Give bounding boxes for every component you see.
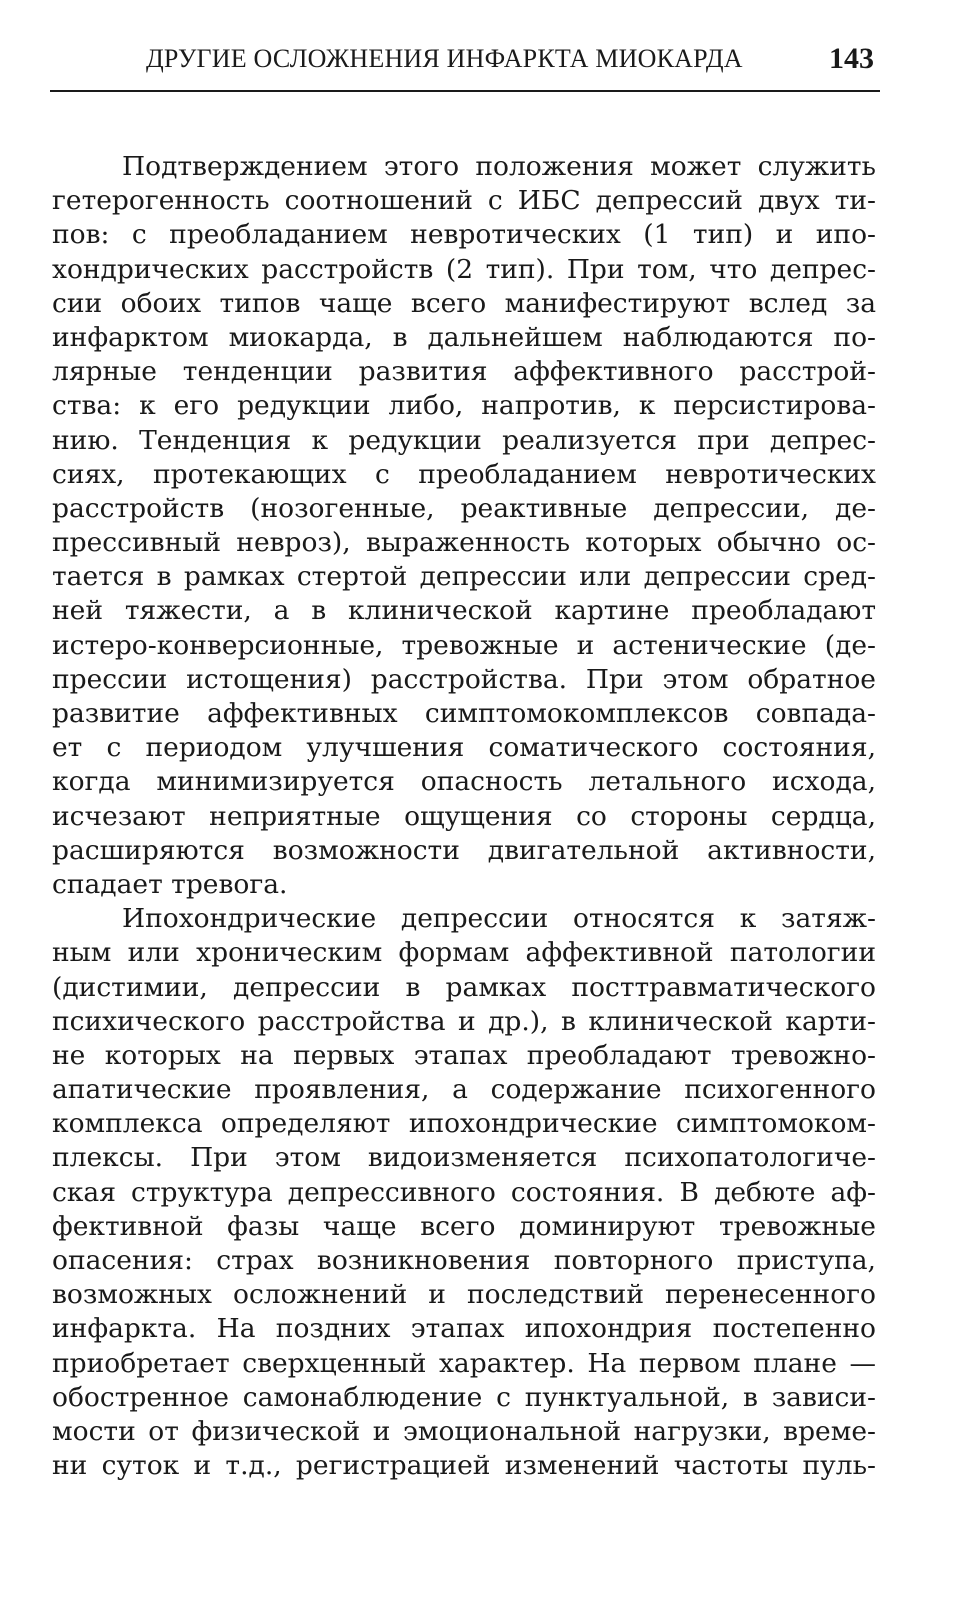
text-line: ства: к его редукции либо, напротив, к персистирова-	[52, 390, 876, 422]
text-line: не которых на первых этапах преобладают тревожно-	[52, 1039, 876, 1071]
running-header	[50, 40, 880, 92]
text-line: психического расстройства и др.), в клинической карти-	[52, 1005, 876, 1037]
text-line: приобретает сверхценный характер. На первом плане —	[52, 1347, 876, 1379]
text-line: обостренное самонаблюдение с пунктуальной, в зависи-	[52, 1381, 876, 1413]
text-line: ни суток и т.д., регистрацией изменений частоты пуль-	[52, 1450, 876, 1482]
text-line: инфаркта. На поздних этапах ипохондрия постепенно	[52, 1313, 876, 1345]
text-line: истеро-конверсионные, тревожные и астенические (де-	[52, 629, 876, 661]
text-line: опасения: страх возникновения повторного приступа,	[52, 1245, 876, 1276]
text-line: спадает тревога.	[52, 868, 288, 900]
text-line: тается в рамках стертой депрессии или депрессии сред-	[52, 561, 876, 593]
text-line: исчезают неприятные ощущения со стороны сердца,	[52, 800, 876, 832]
text-line: возможных осложнений и последствий перенесенного	[52, 1279, 876, 1311]
text-line: апатические проявления, а содержание психогенного	[52, 1074, 876, 1106]
text-line: пов: с преобладанием невротических (1 тип) и ипо-	[52, 219, 876, 251]
text-line: ская структура депрессивного состояния. В дебюте аф-	[52, 1176, 876, 1208]
text-line: ней тяжести, а в клинической картине преобладают	[52, 595, 876, 627]
page-number: 143	[829, 42, 874, 75]
text-line: Подтверждением этого положения может служить	[122, 151, 876, 182]
text-line: развитие аффективных симптомокомплексов совпада-	[52, 698, 876, 729]
text-line: ет с периодом улучшения соматического состояния,	[52, 732, 876, 764]
text-line: сиях, протекающих с преобладанием невротических	[52, 458, 876, 490]
text-line: сии обоих типов чаще всего манифестируют вслед за	[52, 287, 876, 319]
text-line: гетерогенность соотношений с ИБС депрессий двух ти-	[52, 185, 876, 217]
running-header-title: ДРУГИЕ ОСЛОЖНЕНИЯ ИНФАРКТА МИОКАРДА	[146, 44, 743, 73]
text-line: хондрических расстройств (2 тип). При том, что депрес-	[52, 253, 876, 285]
text-line: плексы. При этом видоизменяется психопатологиче-	[52, 1142, 876, 1174]
text-line: ным или хроническим формам аффективной патологии	[52, 937, 876, 969]
text-line: прессии истощения) расстройства. При этом обратное	[52, 663, 876, 695]
text-line: расстройств (нозогенные, реактивные депрессии, де-	[52, 492, 876, 524]
text-line: расширяются возможности двигательной активности,	[52, 834, 876, 866]
text-line: (дистимии, депрессии в рамках посттравматического	[52, 971, 876, 1003]
text-line: мости от физической и эмоциональной нагрузки, време-	[52, 1415, 876, 1447]
text-line: лярные тенденции развития аффективного расстрой-	[52, 356, 876, 388]
text-line: нию. Тенденция к редукции реализуется при депрес-	[52, 424, 876, 456]
text-line: комплекса определяют ипохондрические симптомоком-	[52, 1108, 876, 1140]
text-line: когда минимизируется опасность летального исхода,	[52, 766, 876, 798]
text-line: Ипохондрические депрессии относятся к затяж-	[122, 903, 876, 935]
text-line: инфарктом миокарда, в дальнейшем наблюдаются по-	[52, 321, 876, 353]
text-line: фективной фазы чаще всего доминируют тревожные	[52, 1210, 876, 1242]
text-line: прессивный невроз), выраженность которых обычно ос-	[52, 527, 876, 559]
body-text	[52, 150, 876, 1483]
